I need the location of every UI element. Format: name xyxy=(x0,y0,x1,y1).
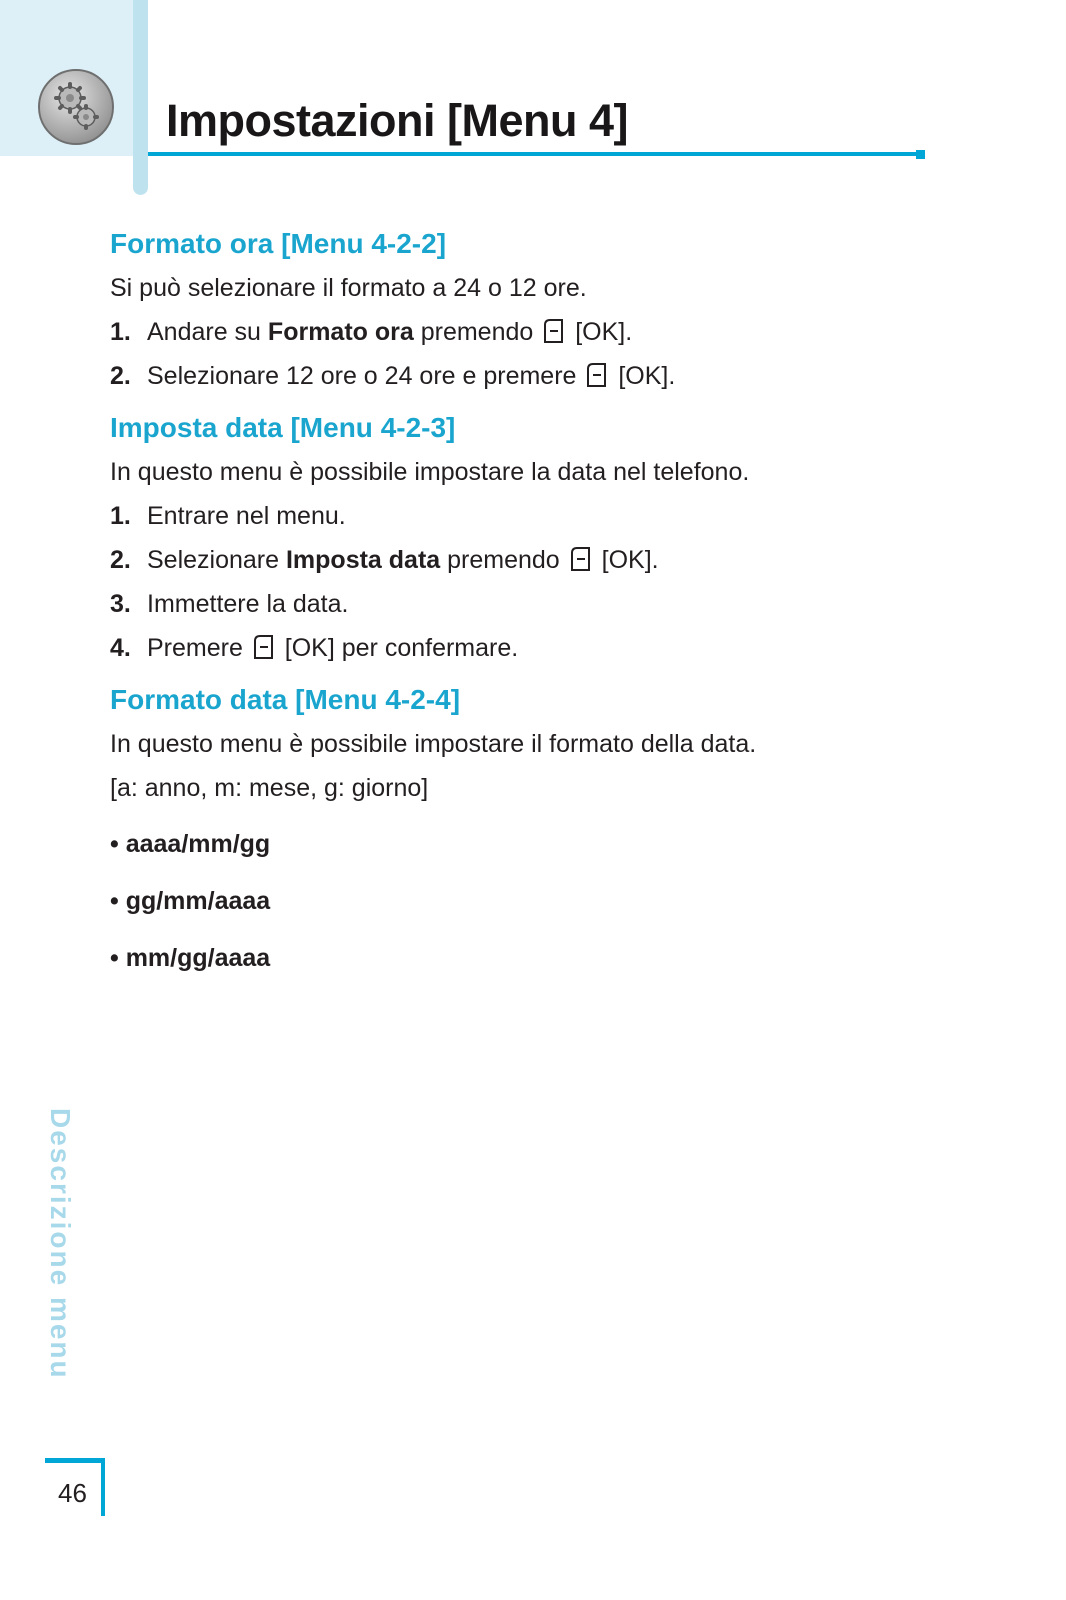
step-item xyxy=(110,582,970,626)
step-key-label: [OK]. xyxy=(618,362,676,390)
step-text: premendo xyxy=(440,546,560,574)
ok-softkey-icon xyxy=(569,545,593,573)
header-vertical-bar xyxy=(133,0,148,195)
section-intro: Si può selezionare il formato a 24 o 12 ore. xyxy=(110,274,587,302)
step-text: Selezionare xyxy=(147,546,286,574)
list-item: • aaaa/mm/gg xyxy=(110,830,271,858)
step-key-label: [OK]. xyxy=(575,318,633,346)
step-item xyxy=(110,626,970,670)
step-text: Selezionare 12 ore o 24 ore e premere xyxy=(147,362,577,390)
list-item: • gg/mm/aaaa xyxy=(110,887,271,915)
page-content xyxy=(110,222,970,987)
step-menu-name: Formato ora xyxy=(267,318,414,346)
chapter-side-label: Descrizione menu xyxy=(45,1108,76,1380)
date-format-options xyxy=(110,816,970,987)
step-text: Entrare nel menu. xyxy=(147,502,346,530)
title-underline xyxy=(148,152,918,156)
section-title-imposta-data: Imposta data [Menu 4-2-3] xyxy=(110,412,456,443)
step-number: 1. xyxy=(110,318,131,346)
list-item: • mm/gg/aaaa xyxy=(110,944,271,972)
step-text: Andare su xyxy=(147,318,268,346)
ok-softkey-icon xyxy=(585,361,609,389)
step-number: 3. xyxy=(110,590,131,618)
step-item xyxy=(110,494,970,538)
page-number: 46 xyxy=(58,1478,87,1508)
section-title-formato-ora: Formato ora [Menu 4-2-2] xyxy=(110,228,447,259)
page-number-vertical-rule xyxy=(101,1458,105,1516)
gears-icon xyxy=(37,68,115,146)
step-item xyxy=(110,538,970,582)
step-number: 4. xyxy=(110,634,131,662)
step-text: Immettere la data. xyxy=(147,590,349,618)
section-title-formato-data: Formato data [Menu 4-2-4] xyxy=(110,684,461,715)
page-title: Impostazioni [Menu 4] xyxy=(166,95,628,146)
step-key-label: [OK]. xyxy=(601,546,659,574)
step-item xyxy=(110,310,970,354)
section-intro: In questo menu è possibile impostare la data nel telefono. xyxy=(110,458,750,486)
ok-softkey-icon xyxy=(542,317,566,345)
page-number-rule xyxy=(45,1458,105,1463)
step-number: 1. xyxy=(110,502,131,530)
section-intro: In questo menu è possibile impostare il formato della data. xyxy=(110,730,757,758)
title-underline-endcap xyxy=(916,150,925,159)
step-text: premendo xyxy=(413,318,534,346)
format-legend: [a: anno, m: mese, g: giorno] xyxy=(110,774,429,802)
step-item xyxy=(110,354,970,398)
ok-softkey-icon xyxy=(252,633,276,661)
step-number: 2. xyxy=(110,362,131,390)
step-menu-name: Imposta data xyxy=(285,546,441,574)
step-text: Premere xyxy=(147,634,243,662)
step-key-label: [OK] per confermare. xyxy=(284,634,519,662)
step-number: 2. xyxy=(110,546,131,574)
